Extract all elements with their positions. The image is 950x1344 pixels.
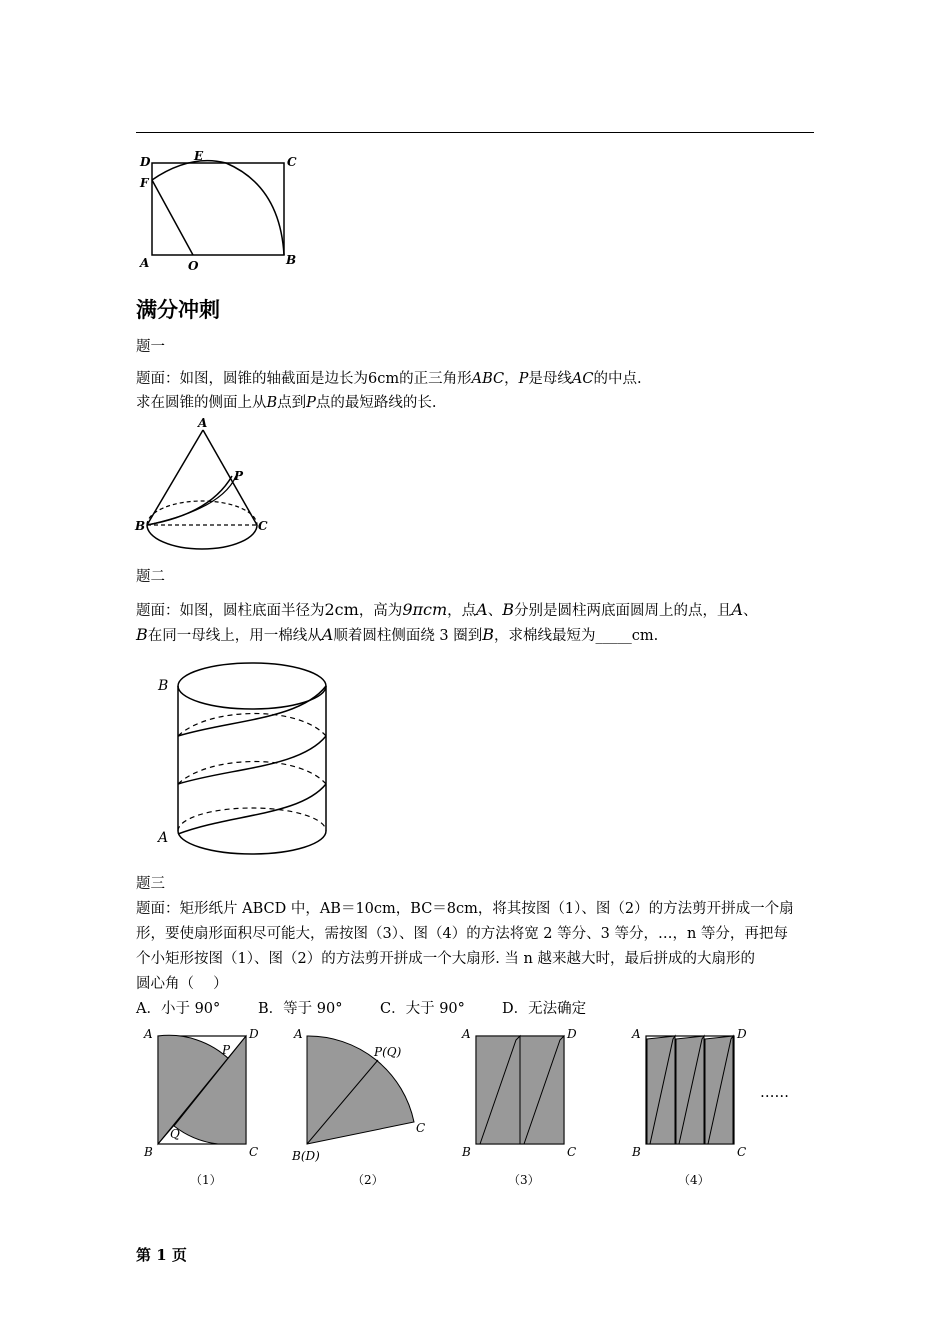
f1-label-Q: Q <box>170 1127 180 1141</box>
q3-line1: 题面：矩形纸片 ABCD 中，AB＝10cm，BC＝8cm，将其按图（1）、图（2）的方法剪开拼成一个扇 <box>136 901 794 917</box>
f1-label-C: C <box>249 1145 259 1159</box>
f4-caption: （4） <box>678 1173 710 1187</box>
f3-label-D: D <box>567 1027 577 1041</box>
f4-label-C: C <box>737 1145 747 1159</box>
figure-cylinder <box>150 656 360 861</box>
q2-title: 题二 <box>136 569 165 585</box>
figure-q3-1 <box>138 1024 268 1194</box>
f2-label-PQ: P(Q) <box>374 1045 402 1059</box>
header-rule <box>136 132 814 133</box>
f1-label-B: B <box>144 1145 153 1159</box>
q2-line2: B在同一母线上，用一棉线从A顺着圆柱侧面绕 3 圈到B，求棉线最短为_____cm. <box>136 625 659 644</box>
label-B: B <box>286 253 297 267</box>
label-F: F <box>140 176 149 190</box>
figure-cone <box>130 414 280 554</box>
label-E: E <box>194 149 204 163</box>
q3-option-c: C．大于 90° <box>380 1001 465 1017</box>
q3-line4: 圆心角（ ） <box>136 976 228 992</box>
figure-q3-2 <box>286 1024 436 1194</box>
figure-rectangle-arc <box>130 146 310 276</box>
f2-label-A: A <box>294 1027 303 1041</box>
f4-label-A: A <box>632 1027 641 1041</box>
q3-title: 题三 <box>136 876 165 892</box>
f3-label-B: B <box>462 1145 471 1159</box>
q1-line2: 求在圆锥的侧面上从B点到P点的最短路线的长. <box>136 395 437 411</box>
f3-label-C: C <box>567 1145 577 1159</box>
q3-option-b: B．等于 90° <box>258 1001 343 1017</box>
f1-label-D: D <box>249 1027 259 1041</box>
q1-title: 题一 <box>136 339 165 355</box>
q3-line3: 个小矩形按图（1）、图（2）的方法剪开拼成一个大扇形. 当 n 越来越大时，最后拼成的大扇形的 <box>136 951 755 967</box>
q2-line1: 题面：如图，圆柱底面半径为2cm，高为9πcm，点A、B分别是圆柱两底面圆周上的点，且A、 <box>136 600 758 619</box>
f3-caption: （3） <box>508 1173 540 1187</box>
label-O: O <box>188 259 199 273</box>
q3-line2: 形，要使扇形面积尽可能大，需按图（3）、图（4）的方法将宽 2 等分、3 等分，…，n 等分，再把每 <box>136 926 788 942</box>
f4-label-D: D <box>737 1027 747 1041</box>
f2-label-BD: B(D) <box>292 1149 320 1163</box>
label-D: D <box>140 155 151 169</box>
f2-caption: （2） <box>352 1173 384 1187</box>
cyl-label-A: A <box>158 830 169 846</box>
page-number: 第 1 页 <box>136 1246 187 1264</box>
figure-q3-4 <box>626 1024 756 1194</box>
q3-option-a: A．小于 90° <box>136 1001 221 1017</box>
q3-option-d: D．无法确定 <box>502 1001 587 1017</box>
f1-label-A: A <box>144 1027 153 1041</box>
f2-label-C: C <box>416 1121 426 1135</box>
f4-label-B: B <box>632 1145 641 1159</box>
label-A: A <box>140 256 150 270</box>
q1-line1: 题面：如图，圆锥的轴截面是边长为6cm的正三角形ABC，P是母线AC的中点. <box>136 371 642 387</box>
cone-label-A: A <box>198 416 208 430</box>
f1-label-P: P <box>222 1043 231 1057</box>
section-heading: 满分冲刺 <box>136 298 220 322</box>
cone-label-C: C <box>258 519 268 533</box>
f3-label-A: A <box>462 1027 471 1041</box>
cone-label-B: B <box>135 519 146 533</box>
f1-caption: （1） <box>190 1173 222 1187</box>
figure-ellipsis: …… <box>760 1085 789 1101</box>
cyl-label-B: B <box>158 678 169 694</box>
cone-label-P: P <box>234 469 244 483</box>
figure-q3-3 <box>456 1024 586 1194</box>
label-C: C <box>287 155 297 169</box>
